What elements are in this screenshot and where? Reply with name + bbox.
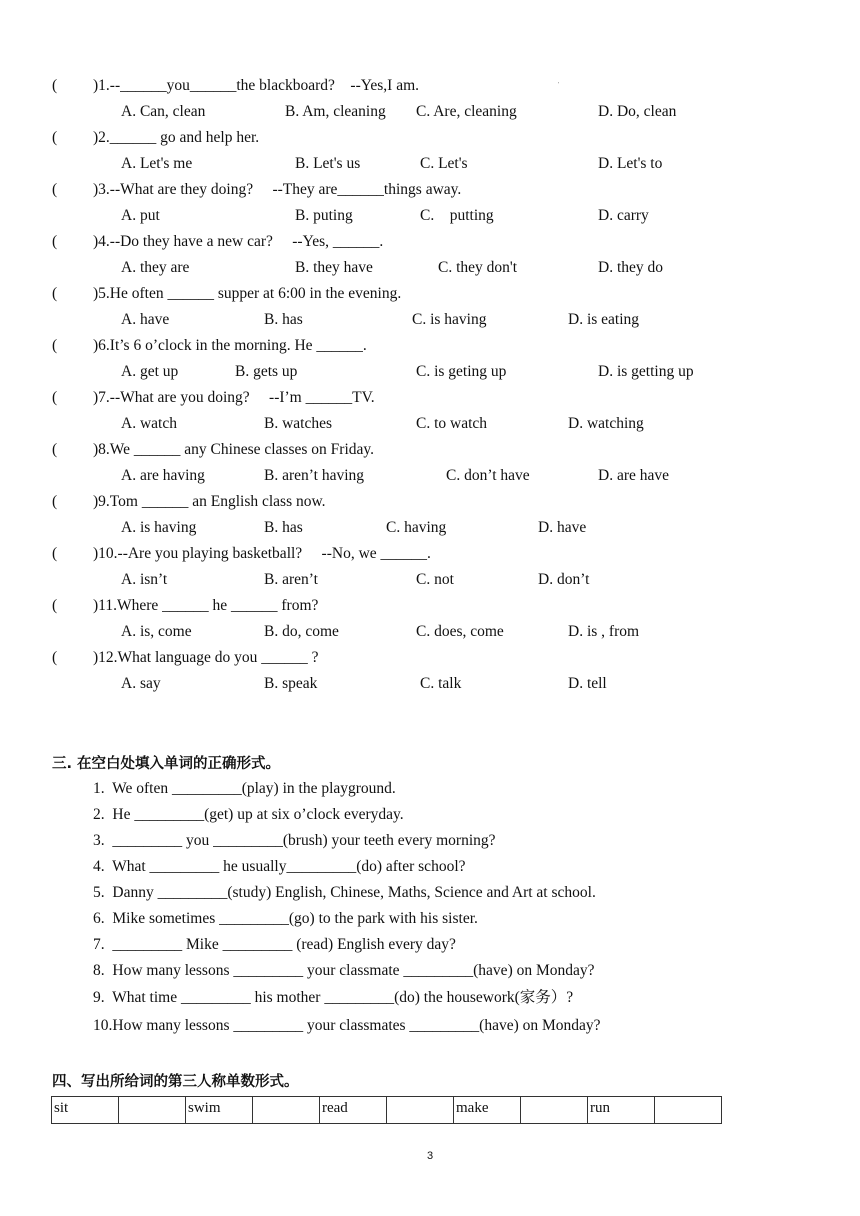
option-d: D. is , from — [568, 623, 640, 640]
stray-mark: ' — [558, 82, 560, 88]
answer-cell[interactable] — [655, 1097, 722, 1124]
question-stem: )1.--______you______the blackboard? --Yes,I am. — [93, 77, 420, 94]
option-a: A. Can, clean — [121, 103, 206, 120]
section-3-title: 三. 在空白处填入单词的正确形式。 — [52, 756, 281, 772]
option-b: B. they have — [295, 259, 373, 276]
fill-in-item: 10.How many lessons _________ your classmates _________(have) on Monday? — [93, 1017, 601, 1034]
section-4-title: 四、写出所给词的第三人称单数形式。 — [52, 1074, 299, 1090]
option-d: D. carry — [598, 207, 649, 224]
answer-cell[interactable] — [521, 1097, 588, 1124]
fill-in-item: 3. _________ you _________(brush) your teeth every morning? — [93, 832, 496, 849]
option-b: B. speak — [264, 675, 318, 692]
answer-bracket: ( — [52, 493, 58, 510]
question-stem: )11.Where ______ he ______ from? — [93, 597, 319, 614]
answer-bracket: ( — [52, 129, 58, 146]
option-a: A. watch — [121, 415, 177, 432]
fill-in-item: 4. What _________ he usually_________(do) after school? — [93, 858, 466, 875]
fill-in-item: 8. How many lessons _________ your classmate _________(have) on Monday? — [93, 962, 595, 979]
option-d: D. are have — [598, 467, 669, 484]
option-d: D. Let's to — [598, 155, 663, 172]
option-c: C. Are, cleaning — [416, 103, 517, 120]
answer-cell[interactable] — [253, 1097, 320, 1124]
option-b: B. gets up — [235, 363, 298, 380]
question-stem: )4.--Do they have a new car? --Yes, ______. — [93, 233, 384, 250]
fill-in-item: 7. _________ Mike _________ (read) English every day? — [93, 936, 456, 953]
option-a: A. they are — [121, 259, 190, 276]
answer-bracket: ( — [52, 181, 58, 198]
option-d: D. Do, clean — [598, 103, 677, 120]
question-stem: )8.We ______ any Chinese classes on Friday. — [93, 441, 374, 458]
option-b: B. do, come — [264, 623, 339, 640]
answer-cell[interactable] — [119, 1097, 186, 1124]
option-b: B. has — [264, 311, 303, 328]
option-a: A. is, come — [121, 623, 192, 640]
fill-in-item: 2. He _________(get) up at six o’clock everyday. — [93, 806, 404, 823]
option-a: A. put — [121, 207, 160, 224]
answer-cell[interactable] — [387, 1097, 454, 1124]
option-d: D. tell — [568, 675, 607, 692]
table-row — [52, 1097, 722, 1124]
fill-in-item: 5. Danny _________(study) English, Chinese, Maths, Science and Art at school. — [93, 884, 596, 901]
fill-in-item: 1. We often _________(play) in the playground. — [93, 780, 396, 797]
answer-bracket: ( — [52, 441, 58, 458]
option-c: C. having — [386, 519, 447, 536]
option-c: C. talk — [420, 675, 462, 692]
answer-bracket: ( — [52, 597, 58, 614]
verb-cell: sit — [52, 1097, 119, 1124]
option-c: C. is geting up — [416, 363, 507, 380]
fill-in-item: 6. Mike sometimes _________(go) to the park with his sister. — [93, 910, 478, 927]
answer-bracket: ( — [52, 545, 58, 562]
option-a: A. Let's me — [121, 155, 193, 172]
answer-bracket: ( — [52, 77, 58, 94]
question-stem: )6.It’s 6 o’clock in the morning. He ______. — [93, 337, 367, 354]
verb-cell: make — [454, 1097, 521, 1124]
option-c: C. not — [416, 571, 454, 588]
option-a: A. isn’t — [121, 571, 168, 588]
answer-bracket: ( — [52, 285, 58, 302]
question-stem: )5.He often ______ supper at 6:00 in the evening. — [93, 285, 402, 302]
verb-cell: swim — [186, 1097, 253, 1124]
option-c: C. Let's — [420, 155, 468, 172]
option-a: A. are having — [121, 467, 205, 484]
option-b: B. aren’t having — [264, 467, 365, 484]
option-b: B. Let's us — [295, 155, 361, 172]
option-c: C. they don't — [438, 259, 517, 276]
answer-bracket: ( — [52, 389, 58, 406]
answer-bracket: ( — [52, 649, 58, 666]
question-stem: )9.Tom ______ an English class now. — [93, 493, 326, 510]
option-d: D. watching — [568, 415, 644, 432]
question-stem: )3.--What are they doing? --They are______things away. — [93, 181, 462, 198]
option-b: B. Am, cleaning — [285, 103, 386, 120]
option-d: D. is eating — [568, 311, 640, 328]
question-stem: )2.______ go and help her. — [93, 129, 260, 146]
option-c: C. is having — [412, 311, 487, 328]
verb-cell: read — [320, 1097, 387, 1124]
verb-form-table — [51, 1096, 722, 1124]
question-stem: )12.What language do you ______ ? — [93, 649, 319, 666]
option-a: A. get up — [121, 363, 179, 380]
answer-bracket: ( — [52, 337, 58, 354]
verb-cell: run — [588, 1097, 655, 1124]
question-stem: )10.--Are you playing basketball? --No, we ______. — [93, 545, 431, 562]
option-b: B. has — [264, 519, 303, 536]
answer-bracket: ( — [52, 233, 58, 250]
option-b: B. puting — [295, 207, 353, 224]
fill-in-item: 9. What time _________ his mother _________(do) the housework(家务）? — [93, 989, 574, 1006]
option-d: D. they do — [598, 259, 664, 276]
question-stem: )7.--What are you doing? --I’m ______TV. — [93, 389, 375, 406]
option-b: B. aren’t — [264, 571, 318, 588]
option-c: C. to watch — [416, 415, 488, 432]
option-c: C. putting — [420, 207, 494, 224]
option-c: C. does, come — [416, 623, 504, 640]
page-number: 3 — [426, 1150, 434, 1162]
option-b: B. watches — [264, 415, 333, 432]
option-c: C. don’t have — [446, 467, 530, 484]
option-a: A. is having — [121, 519, 197, 536]
option-d: D. have — [538, 519, 587, 536]
option-a: A. say — [121, 675, 161, 692]
option-a: A. have — [121, 311, 170, 328]
option-d: D. is getting up — [598, 363, 694, 380]
option-d: D. don’t — [538, 571, 590, 588]
